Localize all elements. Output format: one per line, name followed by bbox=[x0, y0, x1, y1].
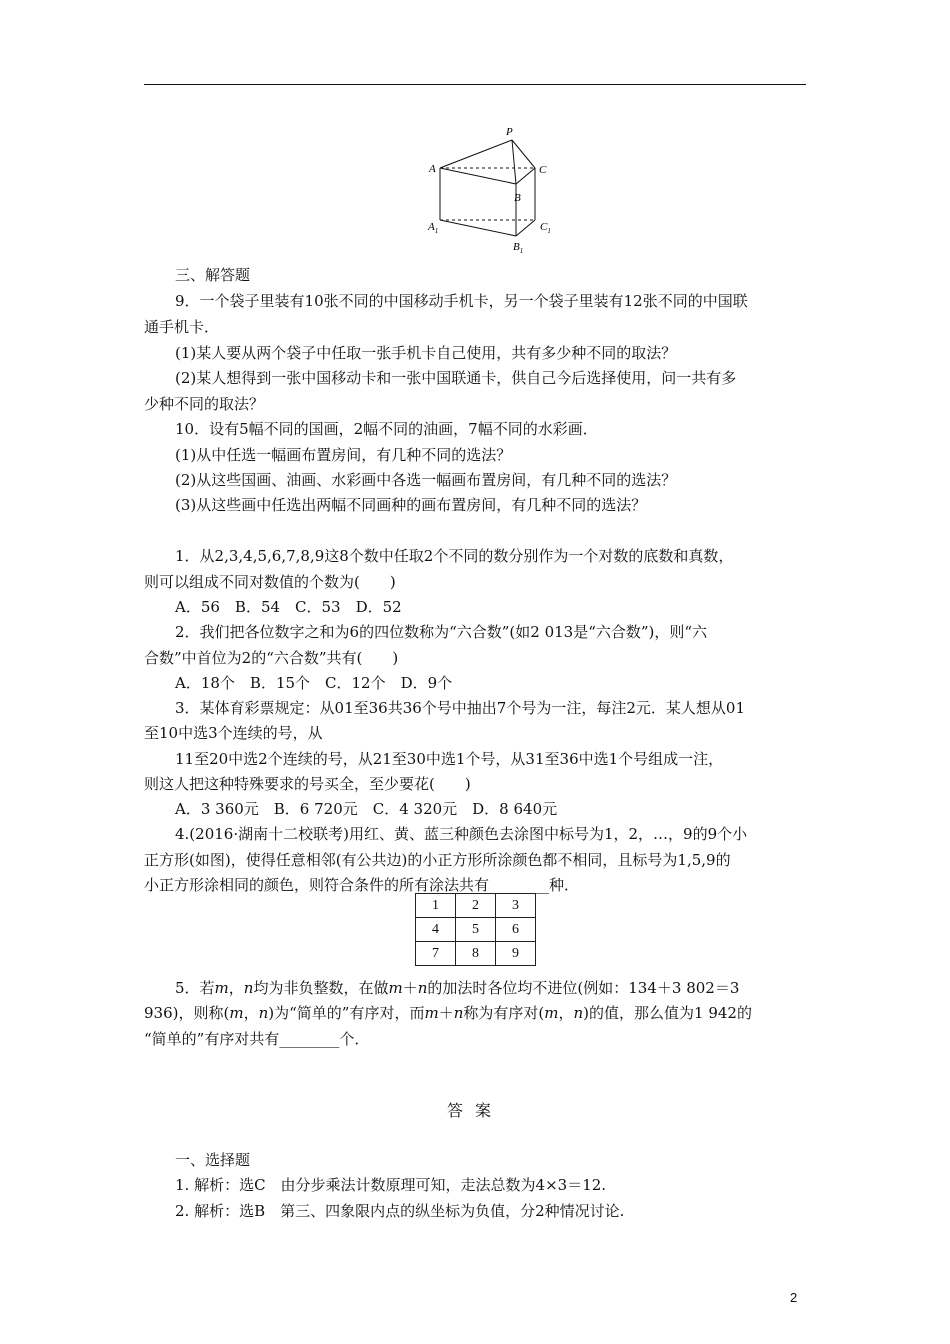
ex2-line-2: 合数”中首位为2的“六合数”共有( ) bbox=[144, 649, 399, 667]
ex4-line-1: 4.(2016·湖南十二校联考)用红、黄、蓝三种颜色去涂图中标号为1，2，…，9的9个小 bbox=[175, 825, 748, 843]
ex3-options: A．3 360元 B．6 720元 C．4 320元 D．8 640元 bbox=[175, 800, 558, 818]
ex5-line-2: 936)，则称(m，n)为“简单的”有序对，而m＋n称为有序对(m，n)的值，那么值为1 942的 bbox=[144, 1004, 752, 1022]
answer-1: 1. 解析：选C 由分步乘法计数原理可知，走法总数为4×3＝12. bbox=[175, 1176, 607, 1194]
ex3-line-1: 3．某体育彩票规定：从01至36共36个号中抽出7个号为一注，每注2元．某人想从01 bbox=[175, 699, 745, 717]
label-C: C bbox=[539, 164, 547, 176]
grid-cell: 5 bbox=[456, 918, 496, 942]
ex5-line-3: “简单的”有序对共有________个． bbox=[144, 1030, 370, 1048]
q9-part-2: (2)某人想得到一张中国移动卡和一张中国联通卡，供自己今后选择使用，问一共有多 bbox=[175, 369, 737, 387]
ex3-line-2: 至10中选3个连续的号，从 bbox=[144, 724, 323, 742]
ex1-line-2: 则可以组成不同对数值的个数为( ) bbox=[144, 573, 396, 591]
q10-line-1: 10．设有5幅不同的国画，2幅不同的油画，7幅不同的水彩画． bbox=[175, 420, 598, 438]
ex1-line-1: 1．从2,3,4,5,6,7,8,9这8个数中任取2个不同的数分别作为一个对数的底数和真数， bbox=[175, 547, 734, 565]
edge-BC bbox=[516, 168, 535, 184]
ex5-line-1: 5．若m，n均为非负整数，在做m＋n的加法时各位均不进位(例如：134＋3 802＝3 bbox=[175, 979, 740, 997]
grid-cell: 7 bbox=[416, 942, 456, 966]
grid-row bbox=[416, 894, 536, 918]
number-grid bbox=[415, 893, 536, 966]
label-P: P bbox=[506, 126, 513, 138]
grid-row bbox=[416, 942, 536, 966]
answer-2: 2. 解析：选B 第三、四象限内点的纵坐标为负值，分2种情况讨论. bbox=[175, 1202, 625, 1220]
q9-line-2: 通手机卡． bbox=[144, 318, 220, 336]
section-heading: 三、解答题 bbox=[175, 266, 251, 284]
edge-PA bbox=[440, 140, 512, 168]
grid-row bbox=[416, 918, 536, 942]
grid-cell: 2 bbox=[456, 894, 496, 918]
label-A1: $A_1$ bbox=[428, 221, 439, 235]
grid-cell: 3 bbox=[496, 894, 536, 918]
edge-A1B1 bbox=[440, 220, 516, 236]
answers-title: 答案 bbox=[446, 1101, 503, 1120]
header-rule bbox=[144, 84, 806, 85]
edge-B1C1 bbox=[516, 220, 535, 236]
label-B1: $B_1$ bbox=[513, 241, 524, 255]
grid-cell: 9 bbox=[496, 942, 536, 966]
grid-cell: 8 bbox=[456, 942, 496, 966]
q9-part-2-cont: 少种不同的取法？ bbox=[144, 395, 265, 413]
grid-cell: 6 bbox=[496, 918, 536, 942]
label-C1: $C_1$ bbox=[540, 221, 551, 235]
edge-AB bbox=[440, 168, 516, 184]
q9-part-1: (1)某人要从两个袋子中任取一张手机卡自己使用，共有多少种不同的取法？ bbox=[175, 344, 677, 362]
prism-diagram bbox=[420, 122, 560, 262]
edge-PB bbox=[512, 140, 516, 184]
page-number: 2 bbox=[790, 1290, 798, 1305]
ex1-options: A．56 B．54 C．53 D．52 bbox=[175, 598, 402, 616]
ex2-line-1: 2．我们把各位数字之和为6的四位数称为“六合数”(如2 013是“六合数”)，则“六 bbox=[175, 623, 708, 641]
ex4-line-2: 正方形(如图)，使得任意相邻(有公共边)的小正方形所涂颜色都不相同，且标号为1,5,9的 bbox=[144, 851, 731, 869]
grid-cell: 4 bbox=[416, 918, 456, 942]
grid-cell: 1 bbox=[416, 894, 456, 918]
ex2-options: A．18个 B．15个 C．12个 D．9个 bbox=[175, 674, 453, 692]
prism-figure bbox=[420, 122, 560, 262]
edge-PC bbox=[512, 140, 535, 168]
label-B: B bbox=[514, 192, 521, 204]
q10-part-2: (2)从这些国画、油画、水彩画中各选一幅画布置房间，有几种不同的选法？ bbox=[175, 471, 677, 489]
q9-line-1: 9．一个袋子里装有10张不同的中国移动手机卡，另一个袋子里装有12张不同的中国联 bbox=[175, 292, 748, 310]
ex3-line-3: 11至20中选2个连续的号，从21至30中选1个号，从31至36中选1个号组成一注， bbox=[175, 750, 724, 768]
label-A: A bbox=[429, 163, 436, 175]
q10-part-3: (3)从这些画中任选出两幅不同画种的画布置房间，有几种不同的选法？ bbox=[175, 496, 647, 514]
answers-section: 一、选择题 bbox=[175, 1151, 251, 1169]
ex3-line-4: 则这人把这种特殊要求的号买全，至少要花( ) bbox=[144, 775, 471, 793]
ex4-line-3: 小正方形涂相同的颜色，则符合条件的所有涂法共有________种． bbox=[144, 876, 580, 894]
q10-part-1: (1)从中任选一幅画布置房间，有几种不同的选法？ bbox=[175, 446, 512, 464]
